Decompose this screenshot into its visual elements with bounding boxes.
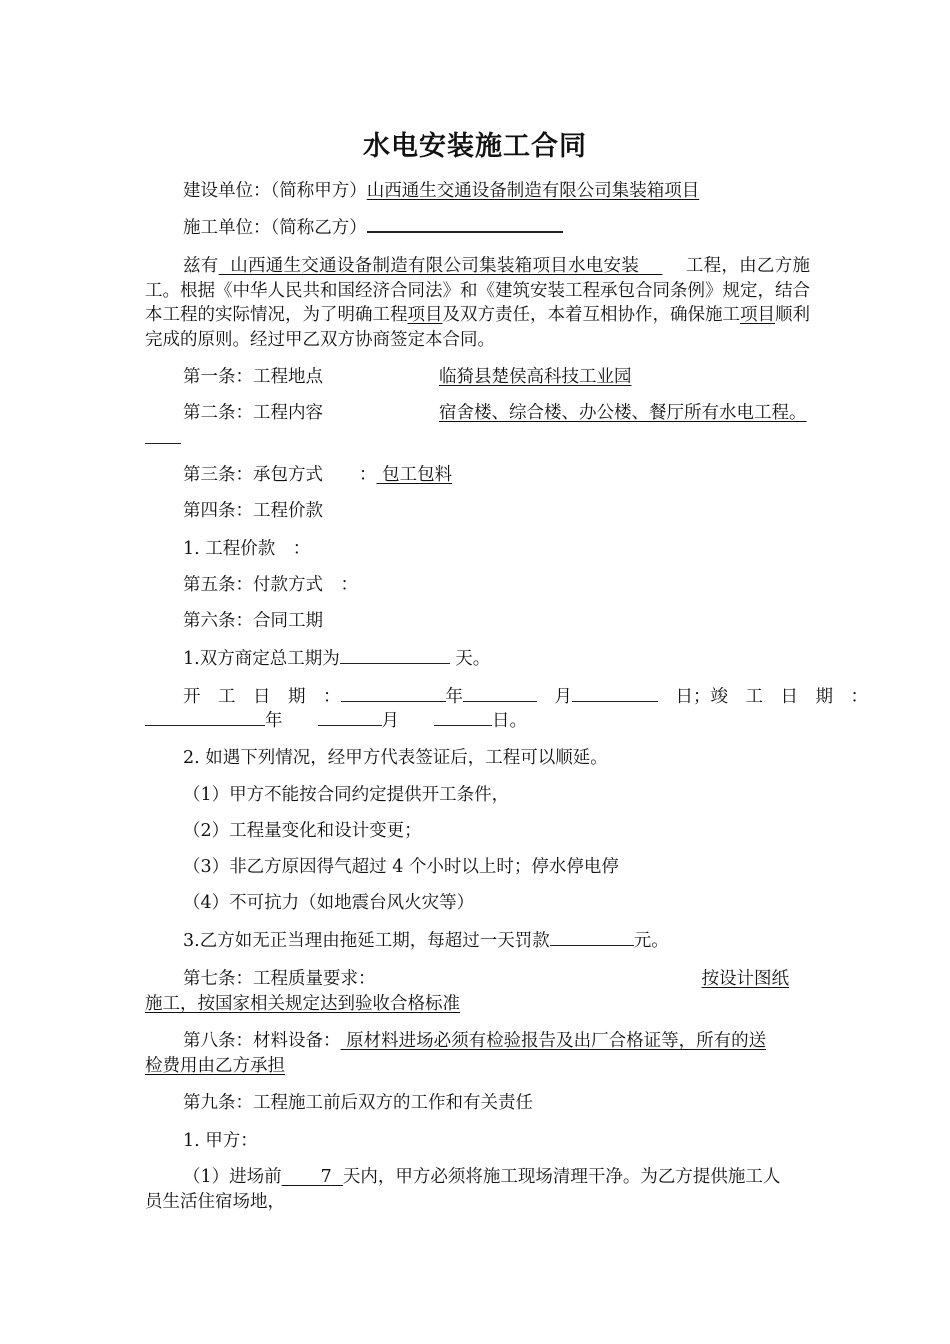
art3-label: 第三条：承包方式 (183, 465, 323, 485)
art8-value1-text: 原材料进场必须有检验报告及出厂合格证等，所有的送 (346, 1031, 767, 1051)
party-b-label: 施工单位：（简称乙方） (183, 218, 367, 238)
art9-sub1-post: 天内，甲方必须将施工现场清理干净。为乙方提供施工人 (342, 1167, 781, 1187)
art7-value1 (376, 969, 790, 989)
art9-sub1-line1 (145, 1164, 848, 1190)
intro-end: 顺利完成的原则。经过甲乙双方协商签定本合同。 (145, 305, 810, 350)
art8-line2 (145, 1053, 810, 1079)
start-year-label: 年 (445, 687, 463, 707)
art6-item1 (145, 646, 848, 672)
art7-value2-text: 施工，按国家相关规定达到验收合格标准 (145, 994, 460, 1014)
art4-item1: 1. 工程价款 ： (183, 539, 311, 559)
end-month-blank (318, 708, 382, 726)
art7-value1-text: 按设计图纸 (701, 969, 789, 989)
art1-value-text: 临猗县楚侯高科技工业园 (439, 367, 632, 387)
end-year-blank (145, 708, 265, 726)
art8-value1 (341, 1031, 767, 1051)
dates-row2 (145, 708, 810, 734)
intro-mid: 及双方责任，本着互相协作，确保施工 (442, 305, 740, 325)
party-b-blank (367, 214, 563, 233)
party-a-value: 山西通生交通设备制造有限公司集装箱项目 (366, 181, 700, 201)
delay-item-2: （2）工程量变化和设计变更； (183, 821, 422, 841)
art2-value-text: 宿舍楼、综合楼、办公楼、餐厅所有水电工程。 (439, 403, 807, 423)
art4-line: 第四条：工程价款 (183, 501, 323, 521)
delay-item-4: （4）不可抗力（如地震台风火灾等） (183, 893, 475, 913)
intro-project (219, 256, 663, 276)
art2-trailing-blank (145, 443, 181, 444)
party-a-label: 建设单位：（简称甲方） (183, 181, 367, 201)
start-day-label: 日 (675, 687, 693, 707)
end-date-label: 竣 工 日 期 ： (710, 687, 868, 707)
end-day-blank (434, 708, 492, 726)
start-month-label: 月 (554, 687, 572, 707)
art6-item1-pre: 1.双方商定总工期为 (183, 649, 340, 669)
art3-line (145, 462, 848, 488)
art9-sub1-days-text: 7 (320, 1167, 332, 1187)
art6-item3-post: 元。 (633, 931, 669, 951)
art9-sub1-pre: （1）进场前 (183, 1167, 282, 1187)
art6-item3 (145, 928, 848, 954)
intro-pre: 兹有 (183, 256, 219, 276)
art7-line2 (145, 991, 810, 1017)
art9-sub1-line2: 员生活住宿场地， (145, 1192, 285, 1212)
art9-item1: 1. 甲方： (183, 1131, 258, 1151)
penalty-blank (550, 928, 634, 946)
art7-line1 (145, 966, 848, 992)
page-title: 水电安装施工合同 (363, 131, 587, 162)
start-day-blank (572, 684, 658, 702)
intro-project-text: 山西通生交通设备制造有限公司集装箱项目水电安装 (230, 256, 640, 276)
party-b-line (145, 214, 848, 241)
start-year-blank (341, 684, 446, 702)
dates-row1 (145, 684, 868, 710)
art8-line1 (145, 1028, 848, 1054)
art6-item1-post: 天。 (455, 649, 491, 669)
intro-paragraph (145, 254, 810, 352)
art7-value2 (145, 994, 714, 1014)
art6-item2: 2. 如遇下列情况，经甲方代表签证后，工程可以顺延。 (183, 748, 608, 768)
total-days-blank (340, 646, 450, 664)
end-year-label: 年 (265, 711, 283, 731)
art5-line: 第五条：付款方式 ： (183, 575, 358, 595)
art6-item3-pre: 3.乙方如无正当理由拖延工期，每超过一天罚款 (183, 931, 550, 951)
date-separator: ； (693, 687, 711, 707)
art1-line (145, 364, 848, 390)
start-date-label: 开 工 日 期 ： (183, 687, 341, 707)
art8-label: 第八条：材料设备： (183, 1031, 341, 1051)
art3-value-text: 包工包料 (382, 465, 453, 485)
start-month-blank (463, 684, 537, 702)
art6-line: 第六条：合同工期 (183, 611, 323, 631)
art8-value2-text: 检费用由乙方承担 (145, 1056, 285, 1076)
delay-item-3: （3）非乙方原因得气超过 4 个小时以上时；停水停电停 (183, 857, 619, 877)
end-month-label: 月 (381, 711, 399, 731)
art1-value (343, 367, 632, 387)
art3-value (377, 465, 453, 485)
art9-sub1-days (282, 1167, 343, 1187)
party-a-line (145, 178, 848, 204)
art3-colon: ： (359, 465, 377, 485)
end-day-label: 日。 (492, 711, 527, 731)
art7-label: 第七条：工程质量要求： (183, 969, 376, 989)
intro-post: 工程，由乙方施工。根据《中华人民共和国经济合同法》和《建筑安装工程承包合同条例》规定，结合本工程的实际情况，为了明确工程 (145, 256, 810, 325)
art2-label: 第二条：工程内容 (183, 403, 323, 423)
art8-value2 (145, 1056, 461, 1076)
delay-item-1: （1）甲方不能按合同约定提供开工条件， (183, 785, 510, 805)
art1-label: 第一条：工程地点 (183, 367, 323, 387)
intro-project-word2: 项目 (740, 305, 775, 325)
art2-line (145, 400, 848, 426)
art9-line: 第九条：工程施工前后双方的工作和有关责任 (183, 1093, 533, 1113)
intro-project-word1: 项目 (407, 305, 443, 325)
art2-value (343, 403, 807, 423)
